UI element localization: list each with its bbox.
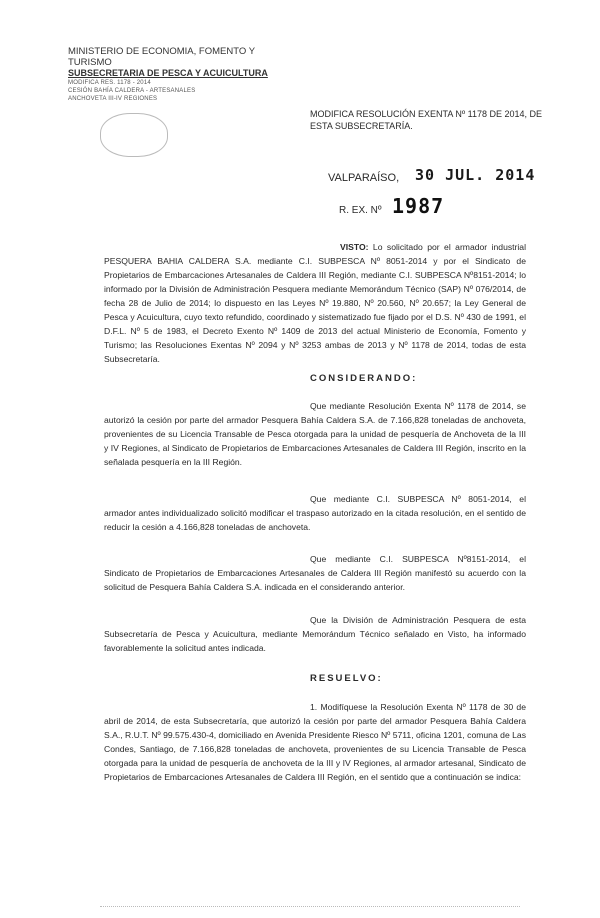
- header-line-5: ANCHOVETA III-IV REGIONES: [68, 96, 158, 102]
- visto-paragraph: [104, 240, 526, 366]
- considerando-paragraph-3: Que mediante C.I. SUBPESCA Nº8151-2014, el Sindicato de Propietarios de Embarcaciones Artesanales de Caldera III Región manifestó su acuerdo con la solicitud de Pesquera Bahía Caldera S.A. indicada en el considerando anterior.: [104, 554, 526, 592]
- considerando-paragraph-2: Que mediante C.I. SUBPESCA Nº 8051-2014, el armador antes individualizado solicitó modificar el traspaso autorizado en la citada resolución, en el sentido de reducir la cesión a 4.166,828 toneladas de anchoveta.: [104, 494, 526, 532]
- considerando-paragraph-1: Que mediante Resolución Exenta Nº 1178 de 2014, se autorizó la cesión por parte del armador Pesquera Bahía Caldera S.A. de 7.166,828 toneladas de anchoveta, provenientes de su Licencia Transable de Pesca otorgada para la unidad de pesquería de Anchoveta de la III y IV Regiones, al Sindicato de Propietarios de Embarcaciones Artesanales de Caldera III Región, inscrito en la señalada pesquería en la III Región.: [104, 401, 526, 467]
- date-stamp: 30 JUL. 2014: [415, 166, 536, 184]
- ministry-name: MINISTERIO DE ECONOMIA, FOMENTO Y TURISMO: [68, 46, 255, 68]
- resuelvo-heading: RESUELVO:: [310, 673, 383, 684]
- place-label: VALPARAÍSO,: [328, 172, 400, 184]
- considerando-paragraph-4: Que la División de Administración Pesquera de esta Subsecretaría de Pesca y Acuicultura, mediante Memorándum Técnico señalado en Visto, ha informado favorablemente la solicitud antes indicada.: [104, 615, 526, 653]
- visto-label: VISTO:: [340, 242, 369, 252]
- resolution-number: 1987: [392, 194, 445, 218]
- resuelvo-paragraph-1: 1. Modifíquese la Resolución Exenta Nº 1178 de 30 de abril de 2014, de esta Subsecretaría, que autorizó la cesión por parte del armador Pesquera Bahía Caldera S.A., R.U.T. Nº 99.575.430-4, domiciliado en Avenida Presidente Riesco Nº 5711, oficina 1201, comuna de Las Condes, Santiago, de 7.166,828 toneladas de anchoveta, provenientes de su Licencia Transable de Pesca otorgada para la unidad de pesquería de anchoveta de la III y IV Regiones, al armador artesanal, Sindicato de Propietarios de Embarcaciones Artesanales de Caldera III Región, en el sentido que a continuación se indica:: [104, 702, 526, 782]
- considerando-heading: CONSIDERANDO:: [310, 373, 418, 384]
- visto-text: Lo solicitado por el armador industrial PESQUERA BAHIA CALDERA S.A. mediante C.I. SUBPESCA Nº 8051-2014 y por el Sindicato de Propietarios de Embarcaciones Artesanales de Caldera III Región, mediante C.I. SUBPESCA Nº8151-2014; lo informado por la División de Administración Pesquera mediante Memorándum Técnico (SAP) Nº 076/2014, de fecha 28 de Julio de 2014; lo dispuesto en las Leyes Nº 19.880, Nº 20.560, Nº 20.657; la Ley General de Pesca y Acuicultura, cuyo texto refundido, coordinado y sistematizado fue fijado por el D.S. Nº 430 de 1991, el D.F.L. Nº 5 de 1983, el Decreto Exento Nº 1409 de 2013 del actual Ministerio de Economía, Fomento y Turismo; las Resoluciones Exentas Nº 2094 y Nº 3253 ambas de 2013 y Nº 1178 de 2014, todas de esta Subsecretaría.: [104, 242, 526, 364]
- resolution-number-label: R. EX. Nº: [339, 205, 382, 216]
- footer-rule: [100, 906, 520, 908]
- reference-title: MODIFICA RESOLUCIÓN EXENTA Nº 1178 DE 2014, DE ESTA SUBSECRETARÍA.: [310, 109, 543, 131]
- seal-stamp: [100, 113, 168, 157]
- subsecretaria-name: SUBSECRETARIA DE PESCA Y ACUICULTURA: [68, 68, 268, 78]
- header-line-4: CESIÓN BAHÍA CALDERA - ARTESANALES: [68, 88, 196, 94]
- header-line-3: MODIFICA RES. 1178 - 2014: [68, 80, 151, 86]
- letterhead: [68, 46, 298, 103]
